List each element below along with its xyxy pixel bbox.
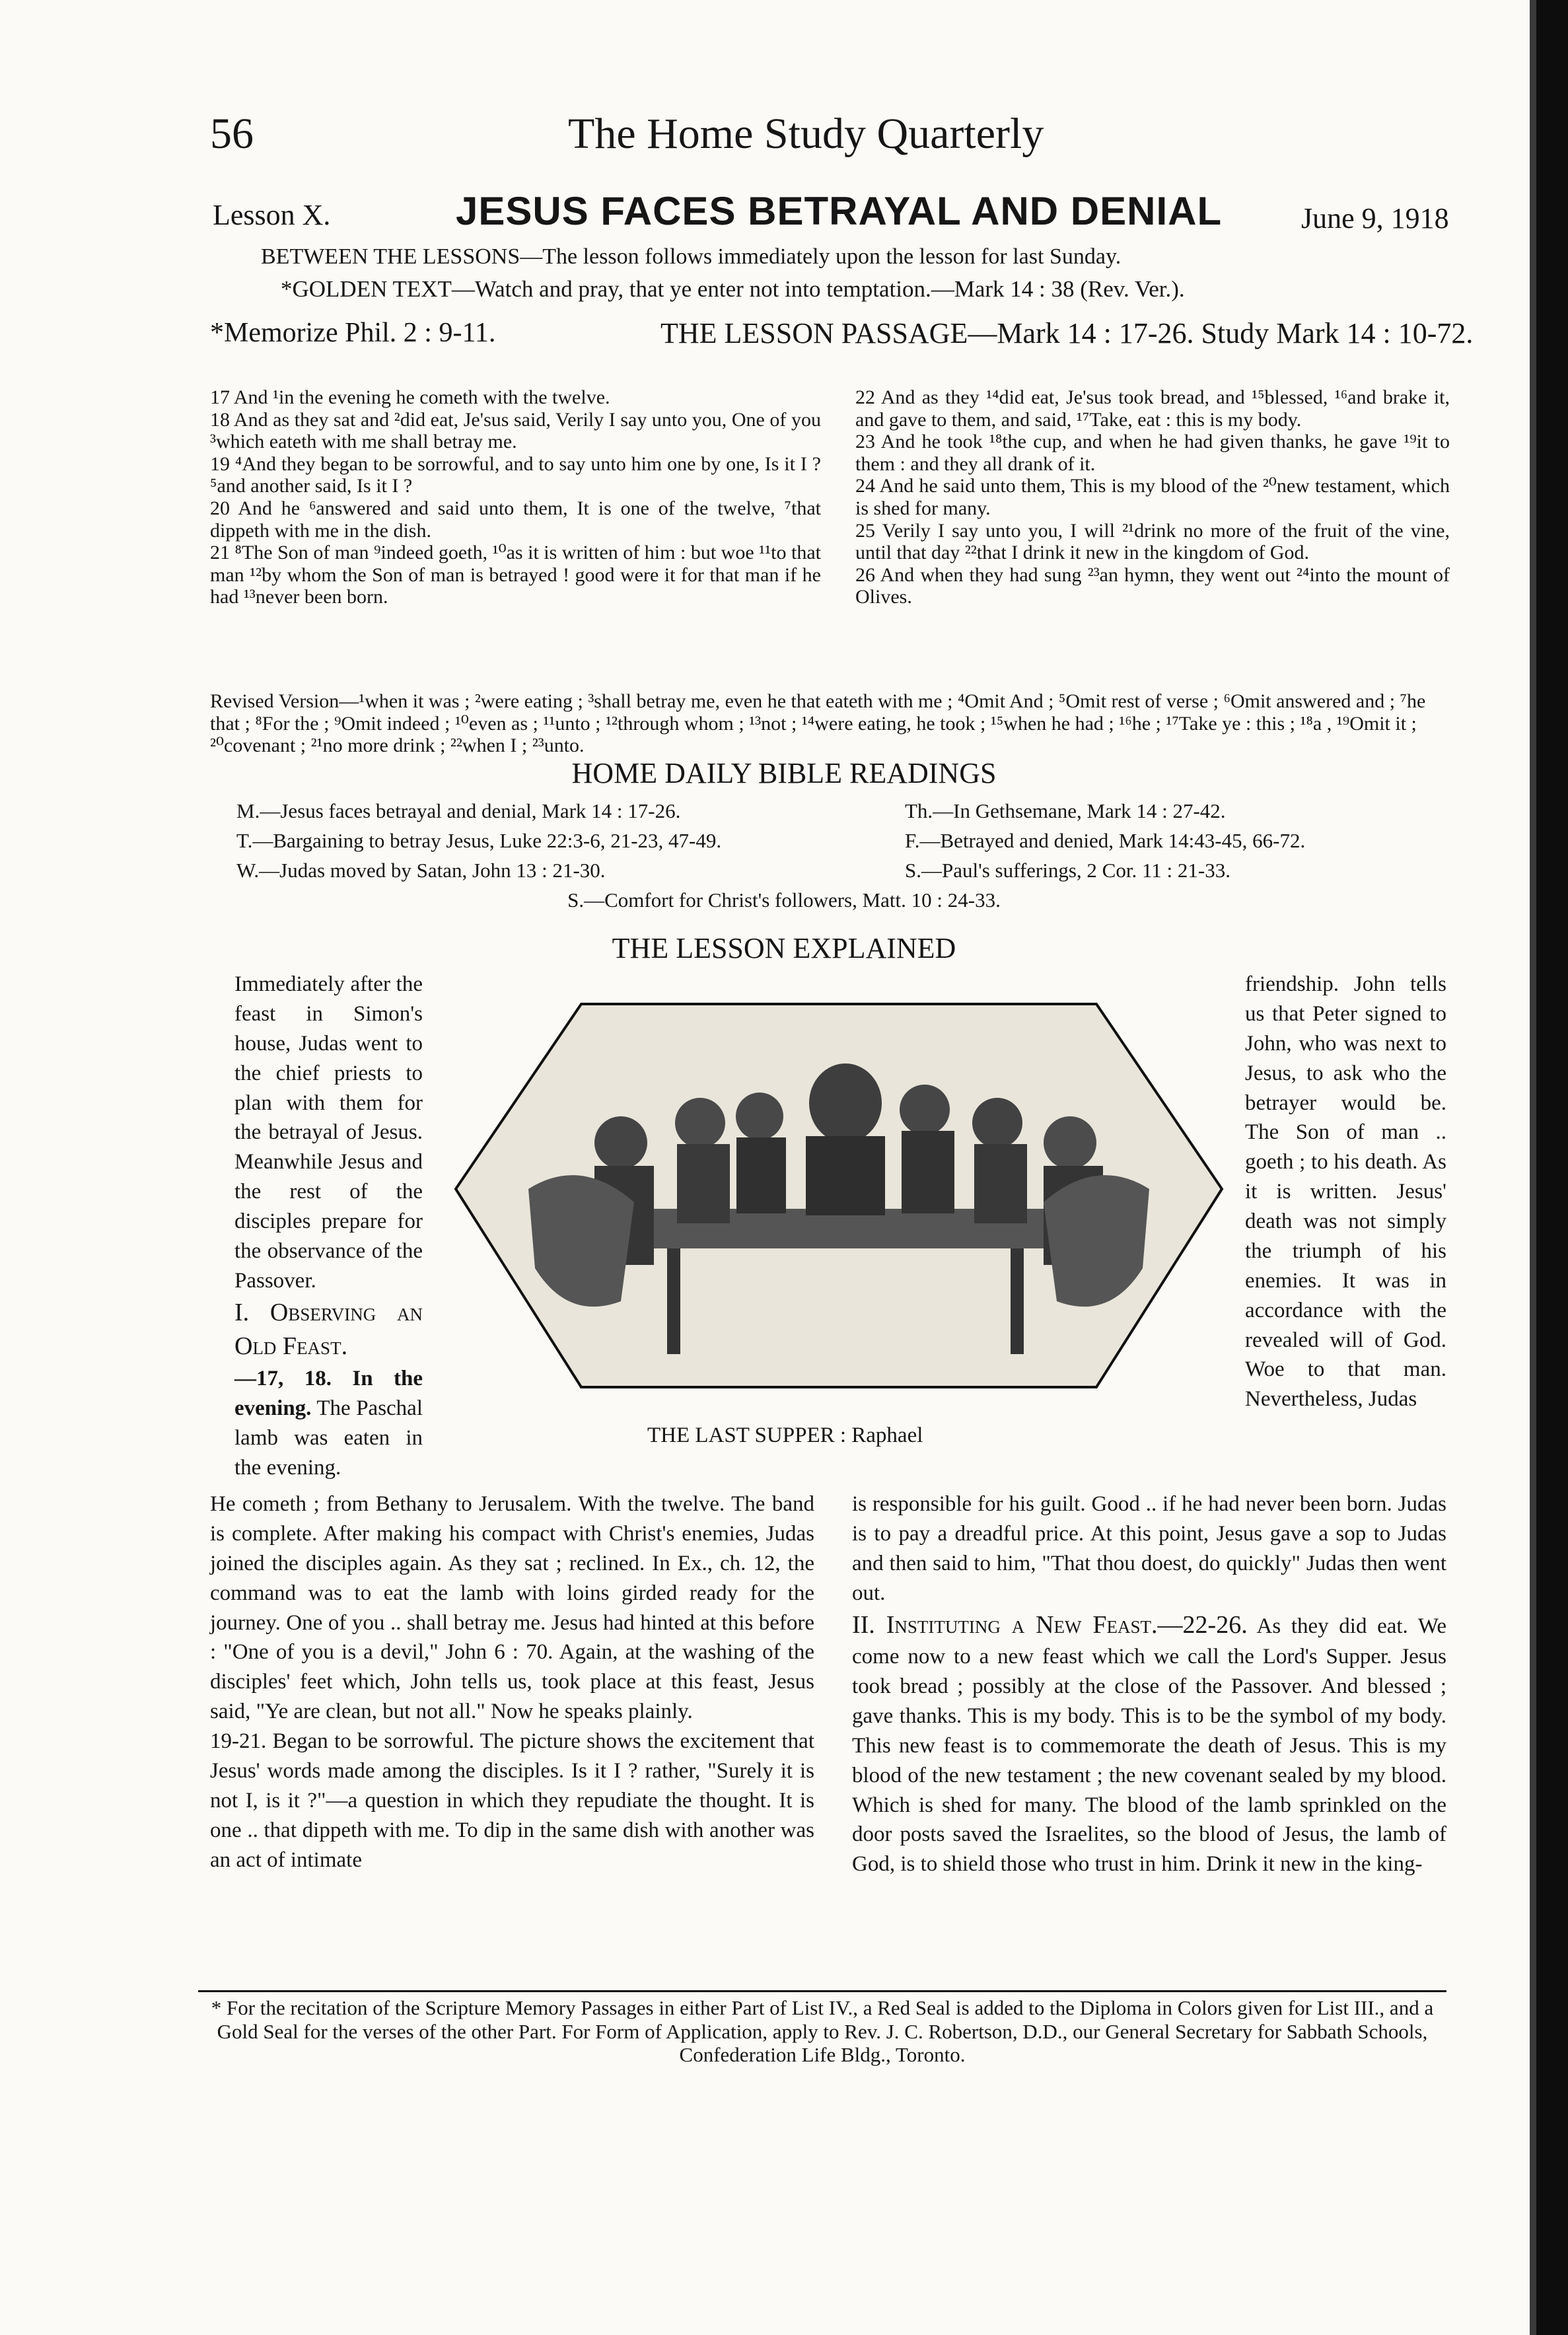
paragraph-lead: The Paschal lamb was eaten in the evening.: [234, 1396, 423, 1480]
verse: 19 ⁴And they began to be sorrowful, and to say unto him one by one, Is it I ? ⁵and another said, Is it I ?: [210, 452, 821, 497]
reading-saturday: S.—Paul's sufferings, 2 Cor. 11 : 21-33.: [905, 859, 1230, 882]
revised-version-notes: Revised Version—¹when it was ; ²were eating ; ³shall betray me, even he that eateth with me ; ⁴Omit And ; ⁵Omit rest of verse ; ⁶Omit answered and ; ⁷he that ; ⁸For the ; ⁹Omit indeed ; ¹⁰even as ; ¹¹unto ; ¹²through whom ; ¹³not ; ¹⁴were eating, he took ; ¹⁵when he had ; ¹⁶he ; ¹⁷Take ye : this ; ¹⁸a , ¹⁹Omit it ; ²⁰covenant ; ²¹no more drink ; ²²when I ; ²³unto.: [210, 690, 1426, 757]
paragraph: 19-21. Began to be sorrowful. The picture shows the excitement that Jesus' words made among the disciples. Is it I ? rather, "Surely it is not I, is it ?"—a question in which they repudiate the thought. It is one .. that dippeth with me. To dip in the same dish with another was an act of intimate: [210, 1729, 814, 1872]
page-edge-shadow: [1530, 0, 1536, 2335]
lesson-date: June 9, 1918: [1301, 202, 1449, 234]
page-number: 56: [210, 110, 254, 158]
verses-right-column: [855, 386, 1450, 608]
readings-heading: HOME DAILY BIBLE READINGS: [571, 757, 997, 789]
footnote-rule: [198, 1990, 1446, 1992]
verse: 18 And as they sat and ²did eat, Je'sus said, Verily I say unto you, One of you ³which eateth with me shall betray me.: [210, 408, 821, 453]
explained-heading: THE LESSON EXPLAINED: [612, 932, 956, 964]
lesson-number: Lesson X.: [213, 199, 331, 231]
explained-right-column: [852, 1490, 1446, 1879]
verse: 17 And ¹in the evening he cometh with the twelve.: [210, 386, 610, 408]
verse: 20 And he ⁶answered and said unto them, It is one of the twelve, ⁷that dippeth with me in the dish.: [210, 497, 821, 542]
verse: 22 And as they ¹⁴did eat, Je'sus took bread, and ¹⁵blessed, ¹⁶and brake it, and gave to them, and said, ¹⁷Take, eat : this is my body.: [855, 386, 1450, 431]
verse: 24 And he said unto them, This is my blood of the ²⁰new testament, which is shed for many.: [855, 475, 1450, 519]
paragraph: He cometh ; from Bethany to Jerusalem. With the twelve. The band is complete. After making his compact with Christ's enemies, Judas joined the disciples again. As they sat ; reclined. In Ex., ch. 12, the command was to eat the lamb with loins girded ready for the journey. One of you .. shall betray me. Jesus had hinted at this before : "One of you is a devil," John 6 : 70. Again, at the washing of the disciples' feet which, John tells us, took place at this feast, Jesus said, "Ye are clean, but not all." Now he speaks plainly.: [210, 1492, 814, 1724]
running-title: The Home Study Quarterly: [568, 110, 1044, 158]
verse: 26 And when they had sung ²³an hymn, they went out ²⁴into the mount of Olives.: [855, 563, 1450, 608]
verses-left-column: [210, 386, 821, 608]
reading-tuesday: T.—Bargaining to betray Jesus, Luke 22:3-6, 21-23, 47-49.: [236, 829, 722, 852]
footnote: * For the recitation of the Scripture Memory Passages in either Part of List IV., a Red Seal is added to the Diploma in Colors given for List III., and a Gold Seal for the verses of the other Part. For Form of Application, apply to Rev. J. C. Robertson, D.D., our General Secretary for Sabbath Schools, Confederation Life Bldg., Toronto.: [211, 1996, 1434, 2067]
verse: 21 ⁸The Son of man ⁹indeed goeth, ¹⁰as it is written of him : but woe ¹¹to that man ¹²by whom the Son of man is betrayed ! good were it for that man if he had ¹³never been born.: [210, 542, 821, 608]
section-heading: II. Instituting a New Feast.—22-26.: [852, 1610, 1248, 1639]
section-heading: I. Observing an Old Feast.: [234, 1298, 423, 1361]
reading-thursday: Th.—In Gethsemane, Mark 14 : 27-42.: [905, 799, 1226, 822]
reading-wednesday: W.—Judas moved by Satan, John 13 : 21-30.: [236, 859, 606, 882]
explained-right-narrow: friendship. John tells us that Peter signed to John, who was next to Jesus, to ask who the betrayer would be. The Son of man .. goeth ; to his death. As it is written. Jesus' death was not simply the triumph of his enemies. It was in accordance with the revealed will of God. Woe to that man. Nevertheless, Judas: [1245, 972, 1446, 1412]
verse-reference: —17, 18. In the evening.: [234, 1366, 423, 1420]
verse: 25 Verily I say unto you, I will ²¹drink no more of the fruit of the vine, until that day ²²that I drink it new in the kingdom of God.: [855, 519, 1450, 564]
reading-friday: F.—Betrayed and denied, Mark 14:43-45, 66-72.: [905, 829, 1306, 852]
lesson-passage: THE LESSON PASSAGE—Mark 14 : 17-26. Study Mark 14 : 10-72.: [660, 317, 1474, 349]
book-spine-edge: [1536, 0, 1568, 2335]
last-supper-illustration: [449, 991, 1229, 1400]
between-the-lessons: BETWEEN THE LESSONS—The lesson follows immediately upon the lesson for last Sunday.: [261, 244, 1122, 269]
lesson-title: JESUS FACES BETRAYAL AND DENIAL: [456, 189, 1223, 233]
explained-left-narrow: [234, 970, 423, 1482]
illustration-caption: THE LAST SUPPER : Raphael: [647, 1423, 923, 1447]
explained-left-column: [210, 1490, 814, 1875]
memorize-note: *Memorize Phil. 2 : 9-11.: [210, 318, 496, 348]
verse: 23 And he took ¹⁸the cup, and when he had given thanks, he gave ¹⁹it to them : and they all drank of it.: [855, 431, 1450, 475]
paragraph: is responsible for his guilt. Good .. if he had never been born. Judas is to pay a dreadful price. At this point, Jesus gave a sop to Judas and then said to him, "That thou doest, do quickly" Judas then went out.: [852, 1492, 1446, 1605]
reading-sunday: S.—Comfort for Christ's followers, Matt. 10 : 24-33.: [567, 888, 1001, 912]
reading-monday: M.—Jesus faces betrayal and denial, Mark 14 : 17-26.: [236, 799, 681, 822]
golden-text: *GOLDEN TEXT—Watch and pray, that ye enter not into temptation.—Mark 14 : 38 (Rev. Ver.).: [281, 276, 1185, 302]
paragraph: As they did eat. We come now to a new feast which we call the Lord's Supper. Jesus took bread ; possibly at the close of the Passover. And blessed ; gave thanks. This is my body. This is to be the symbol of my body. This new feast is to commemorate the death of Jesus. This is my blood of the new testament ; the new covenant sealed by my blood. Which is shed for many. The blood of the lamb sprinkled on the door posts saved the Israelites, so the blood of Jesus, the lamb of God, is to shield those who trust in him. Drink it new in the king-: [852, 1614, 1447, 1877]
intro-paragraph: Immediately after the feast in Simon's house, Judas went to the chief priests to plan with them for the betrayal of Jesus. Meanwhile Jesus and the rest of the disciples prepare for the observance of the Passover.: [234, 972, 423, 1293]
